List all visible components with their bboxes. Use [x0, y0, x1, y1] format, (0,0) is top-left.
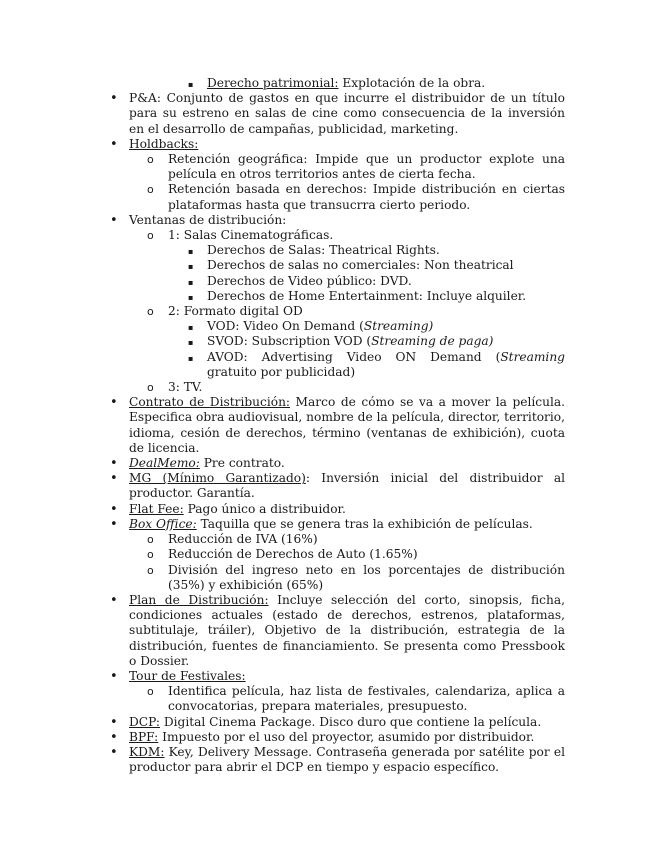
item-text: Reducción de Derechos de Auto (1.65%) — [168, 547, 418, 562]
item-text-after: gratuito por publicidad) — [207, 364, 356, 379]
item-text: Retención basada en derechos: Impide distribución en ciertas plataformas hasta que transucrra cierto periodo. — [168, 182, 565, 212]
term: Flat Fee: — [129, 501, 184, 516]
notes-list — [0, 76, 655, 775]
disc-bullet-icon: • — [110, 714, 118, 730]
list-item — [147, 547, 565, 562]
list-item — [110, 136, 565, 152]
term: Derecho patrimonial: — [207, 76, 339, 90]
item-text: 3: TV. — [168, 380, 203, 395]
list-item — [147, 562, 565, 593]
term: Tour de Festivales: — [129, 668, 246, 683]
list-item — [110, 395, 565, 456]
disc-bullet-icon: • — [110, 212, 118, 228]
item-text: Derechos de salas no comerciales: Non theatrical — [207, 258, 514, 273]
disc-bullet-icon: • — [110, 91, 118, 107]
disc-bullet-icon: • — [110, 668, 118, 684]
list-item — [110, 668, 565, 684]
circle-bullet-icon: o — [147, 548, 154, 562]
circle-bullet-icon: o — [147, 685, 154, 699]
list-item — [110, 456, 565, 472]
term: Holdbacks: — [129, 136, 199, 151]
term: DCP: — [129, 714, 160, 729]
item-text: Marco de cómo se va a mover la película. Especifica obra audiovisual, nombre de la película, director, territorio, idioma, cesión de derechos, término (ventanas de exhibición), cuota de licencia. — [129, 395, 565, 455]
list-item — [188, 243, 565, 258]
square-bullet-icon: ▪ — [188, 338, 194, 348]
list-item — [188, 258, 565, 273]
square-bullet-icon: ▪ — [188, 277, 194, 287]
item-text: Derechos de Salas: Theatrical Rights. — [207, 243, 440, 258]
item-emphasis: Streaming — [500, 349, 565, 364]
item-emphasis: Streaming) — [363, 319, 434, 334]
square-bullet-icon: ▪ — [188, 247, 194, 257]
term: MG (Mínimo Garantizado) — [129, 471, 306, 486]
circle-bullet-icon: o — [147, 533, 154, 547]
item-text: Derechos de Home Entertainment: Incluye alquiler. — [207, 288, 527, 303]
square-bullet-icon: ▪ — [188, 323, 194, 333]
item-text: 1: Salas Cinematográficas. — [168, 228, 334, 243]
list-item — [110, 501, 565, 517]
square-bullet-icon: ▪ — [188, 80, 194, 89]
list-item — [110, 729, 565, 745]
circle-bullet-icon: o — [147, 229, 154, 243]
term: Contrato de Distribución: — [129, 395, 291, 410]
list-item — [147, 304, 565, 319]
disc-bullet-icon: • — [110, 136, 118, 152]
circle-bullet-icon: o — [147, 381, 154, 395]
list-item — [188, 319, 565, 334]
item-text: Taquilla que se genera tras la exhibición de películas. — [196, 516, 533, 531]
term: BPF: — [129, 729, 159, 744]
list-item — [110, 516, 565, 532]
list-item — [147, 532, 565, 547]
term: Plan de Distribución: — [129, 592, 269, 607]
list-item — [147, 152, 565, 182]
list-item — [147, 684, 565, 714]
item-text: División del ingreso neto en los porcentajes de distribución (35%) y exhibición (65%) — [168, 562, 565, 592]
item-text: Pago único a distribuidor. — [183, 501, 346, 516]
term: DealMemo: — [129, 456, 200, 471]
disc-bullet-icon: • — [110, 729, 118, 745]
circle-bullet-icon: o — [147, 183, 154, 197]
disc-bullet-icon: • — [110, 592, 118, 608]
square-bullet-icon: ▪ — [188, 292, 194, 302]
term: Box Office: — [129, 516, 197, 531]
term: P&A: — [129, 91, 161, 106]
list-item — [110, 91, 565, 137]
list-item — [147, 380, 565, 395]
item-text: VOD: Video On Demand ( — [207, 319, 364, 334]
circle-bullet-icon: o — [147, 563, 154, 577]
item-text: Identifica película, haz lista de festivales, calendariza, aplica a convocatorias, prepara materiales, presupuesto. — [168, 684, 565, 714]
list-item — [110, 714, 565, 730]
item-text: Retención geográfica: Impide que un productor explote una película en otros territorios antes de cierta fecha. — [168, 152, 565, 182]
list-item — [188, 349, 565, 380]
item-text: Derechos de Video público: DVD. — [207, 273, 412, 288]
item-text: Ventanas de distribución: — [129, 212, 287, 227]
disc-bullet-icon: • — [110, 744, 118, 760]
list-item — [147, 182, 565, 212]
list-item — [188, 273, 565, 289]
list-item — [147, 228, 565, 243]
disc-bullet-icon: • — [110, 501, 118, 517]
list-item — [188, 288, 565, 304]
item-text: AVOD: Advertising Video ON Demand ( — [207, 349, 501, 364]
item-text: Key, Delivery Message. Contraseña generada por satélite por el productor para abrir el DCP en tiempo y espacio específico. — [129, 744, 565, 775]
list-item — [188, 76, 565, 91]
disc-bullet-icon: • — [110, 395, 118, 411]
item-text: SVOD: Subscription VOD ( — [207, 334, 372, 349]
circle-bullet-icon: o — [147, 153, 154, 167]
square-bullet-icon: ▪ — [188, 353, 194, 363]
list-item — [110, 744, 565, 775]
item-text: Conjunto de gastos en que incurre el distribuidor de un título para su estreno en salas de cine como consecuencia de la inversión en el desarrollo de campañas, publicidad, marketing. — [129, 91, 565, 136]
disc-bullet-icon: • — [110, 516, 118, 532]
list-item — [188, 334, 565, 349]
item-text: : Inversión inicial del distribuidor al productor. Garantía. — [129, 471, 565, 501]
item-text: Reducción de IVA (16%) — [168, 532, 318, 547]
item-text: Incluye selección del corto, sinopsis, ficha, condiciones actuales (estado de derechos, estrenos, plataformas, subtitulaje, tráiler), Objetivo de la distribución, estrategia de la distribución, fuentes de financiamiento. Se presenta como Pressbook o Dossier. — [129, 592, 565, 668]
item-text: Digital Cinema Package. Disco duro que contiene la película. — [159, 714, 542, 729]
item-text: Explotación de la obra. — [338, 76, 486, 90]
square-bullet-icon: ▪ — [188, 262, 194, 272]
item-text: Impuesto por el uso del proyector, asumido por distribuidor. — [158, 729, 535, 744]
disc-bullet-icon: • — [110, 471, 118, 487]
list-item — [110, 212, 565, 228]
list-item — [110, 592, 565, 669]
circle-bullet-icon: o — [147, 305, 154, 319]
item-emphasis: Streaming de paga) — [371, 334, 494, 349]
item-text: 2: Formato digital OD — [168, 304, 303, 319]
disc-bullet-icon: • — [110, 456, 118, 472]
term: KDM: — [129, 744, 165, 759]
list-item — [110, 471, 565, 501]
item-text: Pre contrato. — [199, 456, 285, 471]
